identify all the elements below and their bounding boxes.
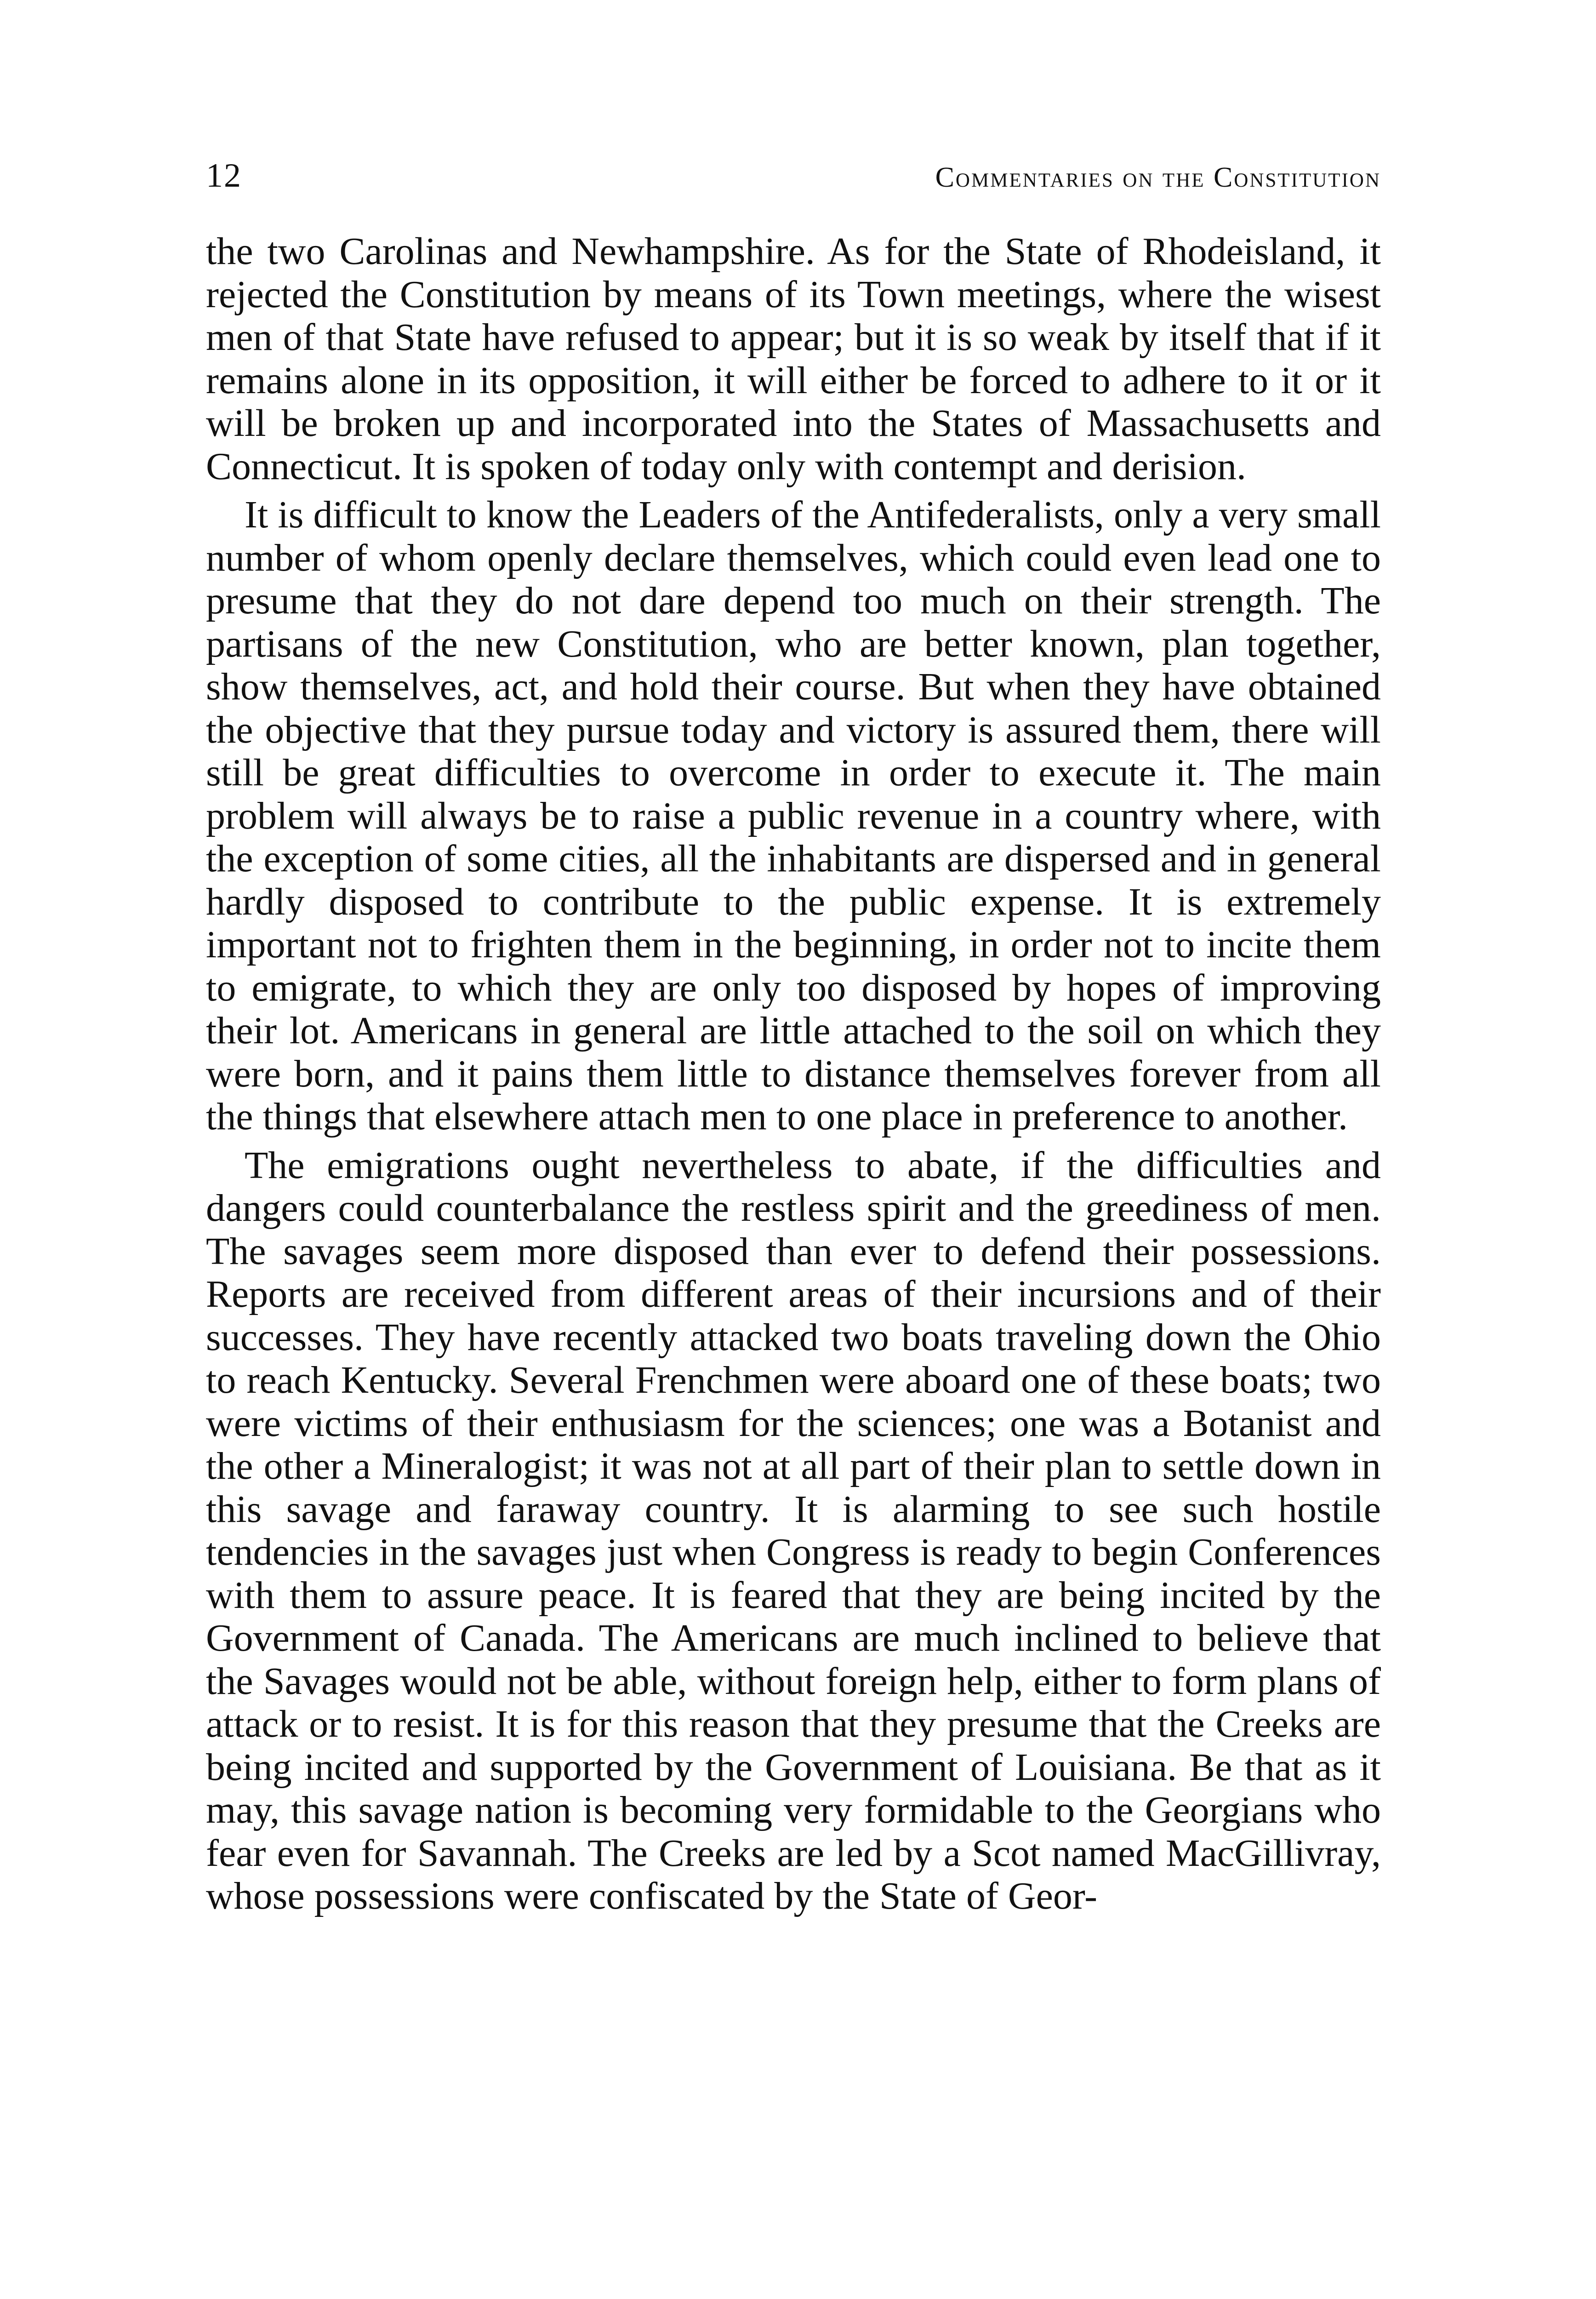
page-number: 12 xyxy=(206,157,242,194)
paragraph-continued: the two Carolinas and Newhampshire. As for the State of Rhodeisland, it rejected the Constitution by means of its Town meetings, where the wisest men of that State have refused to appear; but it is so weak by itself that if it remains alone in its opposition, it will either be forced to adhere to it or it will be broken up and incorporated into the States of Massachusetts and Connecticut. It is spoken of today only with contempt and derision. xyxy=(206,230,1381,488)
paragraph-antifederalists: It is difficult to know the Leaders of the Antifederalists, only a very small number of whom openly declare themselves, which could even lead one to presume that they do not dare depend too much on their strength. The partisans of the new Constitution, who are better known, plan together, show themselves, act, and hold their course. But when they have obtained the objective that they pursue today and victory is assured them, there will still be great difficulties to overcome in order to execute it. The main problem will always be to raise a public revenue in a country where, with the exception of some cities, all the inhabitants are dispersed and in general hardly disposed to contribute to the public expense. It is extremely important not to frighten them in the beginning, in order not to incite them to emigrate, to which they are only too disposed by hopes of improving their lot. Americans in general are little attached to the soil on which they were born, and it pains them little to distance themselves forever from all the things that elsewhere attach men to one place in preference to another. xyxy=(206,493,1381,1138)
running-head xyxy=(206,156,1381,207)
running-title: Commentaries on the Constitution xyxy=(935,162,1381,193)
paragraph-emigrations: The emigrations ought nevertheless to abate, if the difficulties and dangers could counterbalance the restless spirit and the greediness of men. The savages seem more disposed than ever to defend their possessions. Reports are received from different areas of their incursions and of their successes. They have recently attacked two boats traveling down the Ohio to reach Kentucky. Several Frenchmen were aboard one of these boats; two were victims of their enthusiasm for the sciences; one was a Botanist and the other a Mineralogist; it was not at all part of their plan to settle down in this savage and faraway country. It is alarming to see such hostile tendencies in the savages just when Congress is ready to begin Conferences with them to assure peace. It is feared that they are being incited by the Government of Canada. The Americans are much inclined to believe that the Savages would not be able, without foreign help, either to form plans of attack or to resist. It is for this reason that they presume that the Creeks are being incited and supported by the Government of Louisiana. Be that as it may, this savage nation is becoming very formidable to the Georgians who fear even for Savannah. The Creeks are led by a Scot named MacGillivray, whose possessions were confiscated by the State of Geor- xyxy=(206,1144,1381,1917)
body-text xyxy=(206,230,1381,1923)
